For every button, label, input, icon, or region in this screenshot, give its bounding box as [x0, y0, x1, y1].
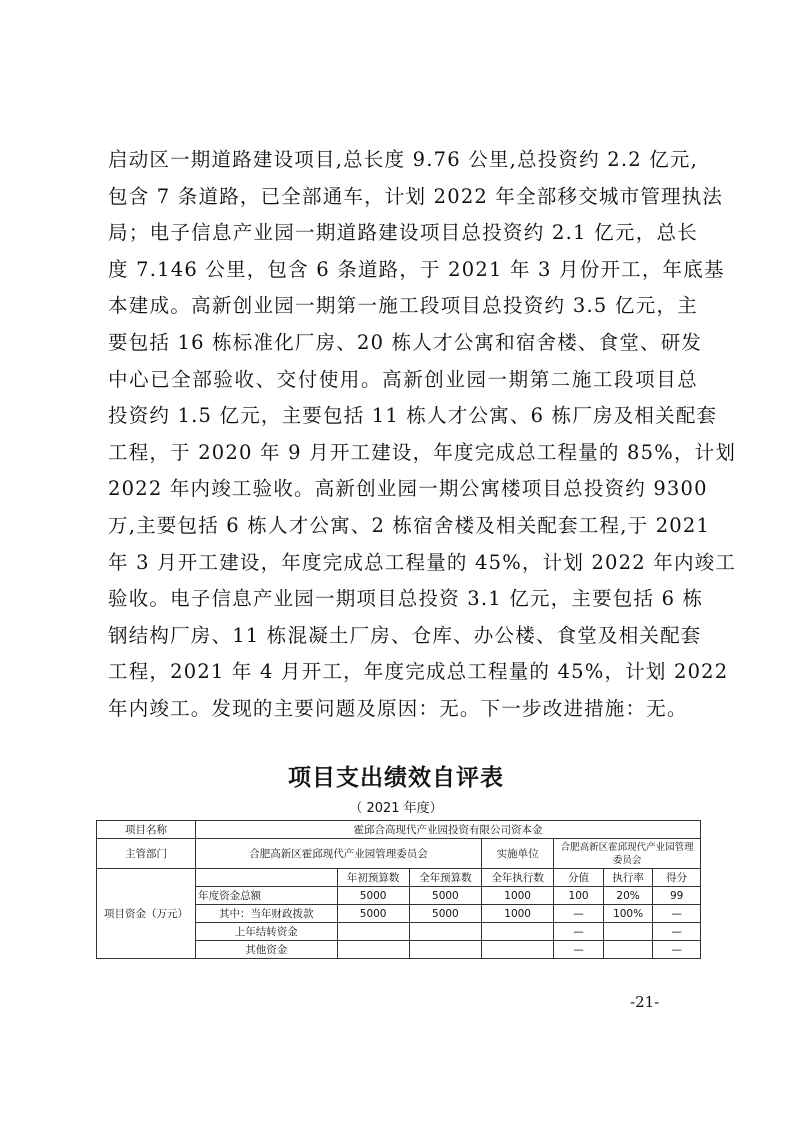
table-cell: —	[554, 941, 604, 959]
col-header: 全年预算数	[409, 869, 481, 887]
table-cell: —	[653, 941, 701, 959]
table-cell: —	[653, 905, 701, 923]
funds-label: 项目资金（万元）	[97, 869, 196, 959]
table-cell	[196, 869, 337, 887]
body-line: 工程，于 2020 年 9 月开工建设，年度完成总工程量的 85%，计划	[108, 440, 737, 464]
table-cell: 99	[653, 887, 701, 905]
table-cell: —	[653, 923, 701, 941]
table-cell: 5000	[337, 905, 409, 923]
dept-label: 主管部门	[97, 839, 196, 869]
table-cell: 20%	[603, 887, 653, 905]
row-label: 年度资金总额	[196, 887, 337, 905]
col-header: 全年执行数	[482, 869, 554, 887]
body-line: 万,主要包括 6 栋人才公寓、2 栋宿舍楼及相关配套工程,于 2021	[108, 513, 711, 537]
body-line: 本建成。高新创业园一期第一施工段项目总投资约 3.5 亿元，主	[108, 294, 698, 318]
table-cell: 5000	[409, 905, 481, 923]
table-cell: —	[554, 905, 604, 923]
project-name-label: 项目名称	[97, 821, 196, 839]
table-cell: 100%	[603, 905, 653, 923]
body-line: 年内竣工。发现的主要问题及原因：无。下一步改进措施：无。	[108, 696, 688, 720]
body-line: 中心已全部验收、交付使用。高新创业园一期第二施工段项目总	[108, 367, 698, 391]
body-line: 度 7.146 公里，包含 6 条道路，于 2021 年 3 月份开工，年底基	[108, 257, 725, 281]
table-cell	[482, 923, 554, 941]
table-cell	[337, 941, 409, 959]
table-cell: 1000	[482, 905, 554, 923]
col-header: 年初预算数	[337, 869, 409, 887]
table-row	[97, 821, 701, 839]
col-header: 执行率	[603, 869, 653, 887]
evaluation-table	[96, 820, 701, 959]
table-cell	[603, 923, 653, 941]
table-cell	[337, 923, 409, 941]
table-cell	[482, 941, 554, 959]
project-name-value: 霍邱合高现代产业园投资有限公司资本金	[196, 821, 701, 839]
body-line: 启动区一期道路建设项目,总长度 9.76 公里,总投资约 2.2 亿元,	[108, 148, 699, 171]
table-year: （ 2021 年度）	[349, 801, 443, 816]
table-cell: 1000	[482, 887, 554, 905]
body-line: 包含 7 条道路，已全部通车，计划 2022 年全部移交城市管理执法	[108, 184, 724, 208]
dept-value: 合肥高新区霍邱现代产业园管理委员会	[196, 839, 482, 869]
row-label: 上年结转资金	[196, 923, 337, 941]
body-line: 投资约 1.5 亿元，主要包括 11 栋人才公寓、6 栋厂房及相关配套	[108, 404, 718, 428]
table-cell: —	[554, 923, 604, 941]
body-line: 验收。电子信息产业园一期项目总投资 3.1 亿元，主要包括 6 栋	[108, 587, 704, 611]
table-cell	[603, 941, 653, 959]
col-header: 分值	[554, 869, 604, 887]
body-line: 钢结构厂房、11 栋混凝土厂房、仓库、办公楼、食堂及相关配套	[108, 623, 702, 647]
table-cell: 100	[554, 887, 604, 905]
body-line: 2022 年内竣工验收。高新创业园一期公寓楼项目总投资约 9300	[108, 477, 708, 501]
table-cell: 5000	[337, 887, 409, 905]
table-cell	[409, 941, 481, 959]
body-line: 工程，2021 年 4 月开工，年度完成总工程量的 45%，计划 2022	[108, 660, 729, 684]
body-line: 年 3 月开工建设，年度完成总工程量的 45%，计划 2022 年内竣工	[108, 550, 737, 574]
page-number: -21-	[630, 993, 660, 1011]
col-header: 得分	[653, 869, 701, 887]
table-cell: 5000	[409, 887, 481, 905]
body-line: 要包括 16 栋标准化厂房、20 栋人才公寓和宿舍楼、食堂、研发	[108, 330, 703, 354]
body-line: 局；电子信息产业园一期道路建设项目总投资约 2.1 亿元，总长	[108, 221, 698, 245]
table-row	[97, 839, 701, 869]
table-title: 项目支出绩效自评表	[288, 765, 504, 791]
impl-value: 合肥高新区霍邱现代产业园管理委员会	[554, 839, 701, 869]
table-row	[97, 869, 701, 887]
impl-label: 实施单位	[482, 839, 554, 869]
row-label: 其中：当年财政拨款	[196, 905, 337, 923]
row-label: 其他资金	[196, 941, 337, 959]
table-cell	[409, 923, 481, 941]
body-paragraph	[108, 142, 737, 728]
